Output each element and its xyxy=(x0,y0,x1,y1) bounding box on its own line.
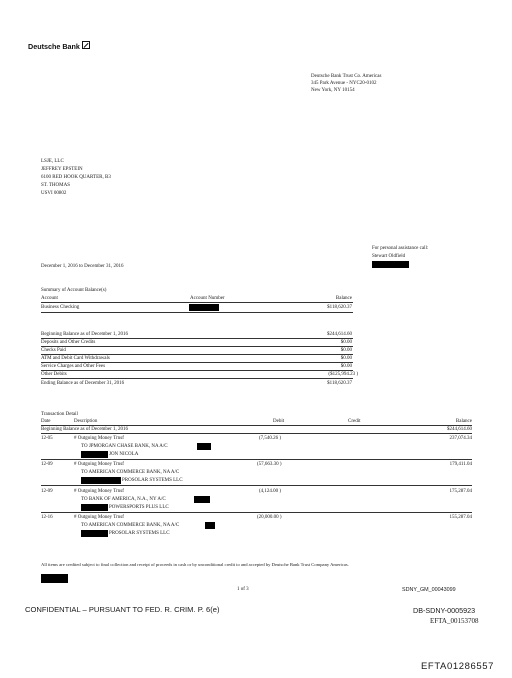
tx-row-2-balance: 179,411.04 xyxy=(449,462,472,467)
deposits-label: Deposits and Other Credits xyxy=(41,340,96,345)
disclaimer-text: All items are credited subject to final collection and receipt of proceeds in cash or by unconditional credit to and accepted by Deutsche Bank Trust Company Americas. xyxy=(41,562,349,567)
tx-row-4-debit: (20,000.00 ) xyxy=(257,515,282,520)
bank-address-line-2: 345 Park Avenue - NYC20-0102 xyxy=(311,81,377,86)
tx-row-4-date: 12-16 xyxy=(41,515,53,520)
redaction-block xyxy=(81,530,108,537)
tx-row-2-debit: (57,663.30 ) xyxy=(257,462,282,467)
divider xyxy=(41,485,472,486)
summary-header-account: Account xyxy=(41,296,58,301)
tx-row-1-desc-3: JON NICOLA xyxy=(109,452,139,457)
tx-row-1-balance: 237,074.34 xyxy=(449,436,472,441)
beginning-balance-value: $244,614.60 xyxy=(327,332,352,337)
redaction-block xyxy=(81,504,108,511)
redaction-block xyxy=(197,443,211,450)
other-debits-value: ($125,994.23 ) xyxy=(328,372,358,377)
divider xyxy=(41,512,472,513)
divider xyxy=(41,433,472,434)
sdny-doc-id: SDNY_GM_00043099 xyxy=(402,587,456,593)
tx-beginning-balance: $244,614.60 xyxy=(447,427,472,432)
redaction-block xyxy=(372,261,409,268)
redaction-block xyxy=(205,522,215,529)
bank-address-line-1: Deutsche Bank Trust Co. Americas xyxy=(311,74,382,79)
tx-row-4-desc-1: # Outgoing Money Trnsf xyxy=(74,515,124,520)
divider xyxy=(41,378,353,379)
checks-paid-value: $0.00 xyxy=(340,348,352,353)
tx-row-3-desc-3: POWERSPORTS PLUS LLC xyxy=(109,505,169,510)
tx-row-1-date: 12-05 xyxy=(41,436,53,441)
divider xyxy=(41,362,353,363)
redaction-block xyxy=(194,496,210,503)
bates-number-db: DB-SDNY-0005923 xyxy=(413,606,476,615)
bates-number-efta-2: EFTA01286557 xyxy=(421,661,495,672)
divider xyxy=(41,312,353,313)
checks-paid-label: Checks Paid xyxy=(41,348,66,353)
tx-row-2-desc-1: # Outgoing Money Trnsf xyxy=(74,462,124,467)
deutsche-bank-logo-icon xyxy=(82,41,90,49)
assistance-label: For personal assistance call: xyxy=(372,246,429,251)
ending-balance-value: $118,620.37 xyxy=(327,381,352,386)
tx-row-2-desc-2: TO AMERICAN COMMERCE BANK, NA A/C xyxy=(81,470,180,475)
summary-header-balance: Balance xyxy=(335,296,352,301)
redaction-block xyxy=(41,574,68,583)
tx-row-3-debit: (4,124.00 ) xyxy=(259,489,282,494)
summary-account-name: Business Checking xyxy=(41,305,80,310)
tx-header-date: Date xyxy=(41,419,51,424)
bank-address-line-3: New York, NY 10154 xyxy=(311,88,355,93)
summary-account-balance: $118,620.37 xyxy=(327,305,352,310)
statement-period: December 1, 2016 to December 31, 2016 xyxy=(41,264,124,269)
divider xyxy=(41,370,353,371)
tx-header-debit: Debit xyxy=(273,419,285,424)
transactions-title: Transaction Detail xyxy=(41,412,78,417)
tx-row-3-desc-2: TO BANK OF AMERICA, N.A., NY A/C xyxy=(81,497,166,502)
tx-row-1-desc-2: TO JPMORGAN CHASE BANK, NA A/C xyxy=(81,444,168,449)
confidential-notice: CONFIDENTIAL – PURSUANT TO FED. R. CRIM. P. 6(e) xyxy=(25,605,220,614)
assistance-name: Stewart Oldfield xyxy=(372,254,406,259)
divider xyxy=(41,338,353,339)
tx-header-description: Description xyxy=(74,419,98,424)
tx-row-1-debit: (7,540.26 ) xyxy=(259,436,282,441)
customer-address-line-2: JEFFREY EPSTEIN xyxy=(41,167,83,172)
bank-logo-text: Deutsche Bank xyxy=(28,42,80,51)
service-charges-value: $0.00 xyxy=(340,364,352,369)
bates-number-efta-1: EFTA_00153708 xyxy=(430,617,479,625)
ending-balance-label: Ending Balance as of December 31, 2016 xyxy=(41,381,125,386)
deposits-value: $0.00 xyxy=(340,340,352,345)
tx-row-2-desc-3: PROSOLAR SYSTEMS LLC xyxy=(122,478,183,483)
tx-row-3-balance: 175,287.04 xyxy=(449,489,472,494)
customer-address-line-4: ST. THOMAS xyxy=(41,183,70,188)
page-number: 1 of 3 xyxy=(237,587,249,592)
redaction-block xyxy=(81,451,108,458)
tx-beginning-label: Beginning Balance as of December 1, 2016 xyxy=(41,427,129,432)
summary-header-account-number: Account Number xyxy=(190,296,225,301)
tx-row-4-desc-2: TO AMERICAN COMMERCE BANK, NA A/C xyxy=(81,523,180,528)
customer-address-line-5: USVI 00802 xyxy=(41,191,67,196)
tx-row-4-balance: 155,287.04 xyxy=(449,515,472,520)
tx-row-4-desc-3: PROSOLAR SYSTEMS LLC xyxy=(109,531,170,536)
divider xyxy=(41,346,353,347)
tx-row-1-desc-1: # Outgoing Money Trnsf xyxy=(74,436,124,441)
atm-withdrawals-value: $0.00 xyxy=(340,356,352,361)
summary-title: Summary of Account Balance(s) xyxy=(41,288,107,293)
tx-header-credit: Credit xyxy=(348,419,361,424)
tx-row-3-desc-1: # Outgoing Money Trnsf xyxy=(74,489,124,494)
redaction-block xyxy=(81,477,121,484)
divider xyxy=(41,354,353,355)
other-debits-label: Other Debits xyxy=(41,372,67,377)
redaction-block xyxy=(189,304,219,311)
service-charges-label: Service Charges and Other Fees xyxy=(41,364,106,369)
customer-address-line-1: LSJE, LLC xyxy=(41,159,64,164)
divider xyxy=(41,459,472,460)
atm-withdrawals-label: ATM and Debit Card Withdrawals xyxy=(41,356,110,361)
tx-header-balance: Balance xyxy=(455,419,472,424)
beginning-balance-label: Beginning Balance as of December 1, 2016 xyxy=(41,332,129,337)
customer-address-line-3: 6100 RED HOOK QUARTER, B3 xyxy=(41,175,111,180)
divider xyxy=(41,425,472,426)
tx-row-3-date: 12-09 xyxy=(41,489,53,494)
divider xyxy=(41,302,353,303)
tx-row-2-date: 12-09 xyxy=(41,462,53,467)
